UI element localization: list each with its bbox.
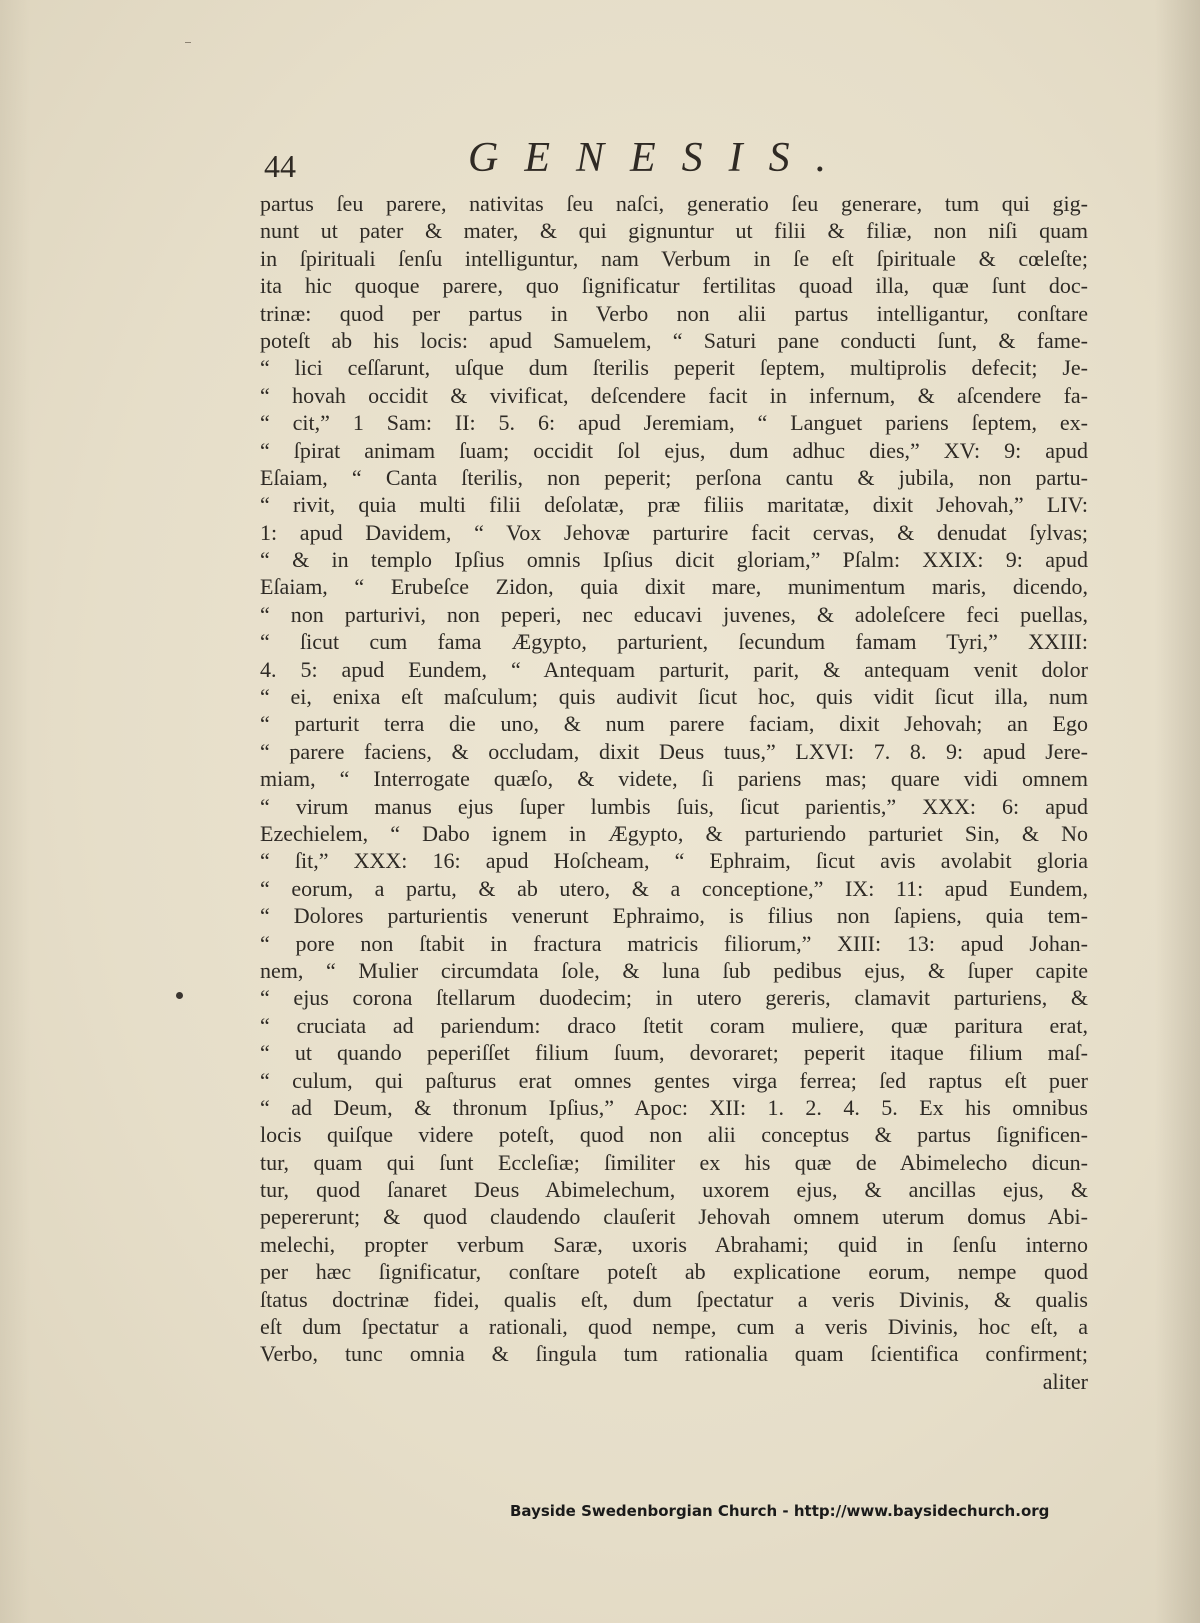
text-line: melechi, propter verbum Saræ, uxoris Abrahami; quid in ſenſu interno [260,1231,1088,1257]
text-line: “ ſpirat animam ſuam; occidit ſol ejus, dum adhuc dies,” XV: 9: apud [260,437,1088,463]
page-fold-shadow [0,0,30,1623]
text-line: “ & in templo Ipſius omnis Ipſius dicit gloriam,” Pſalm: XXIX: 9: apud [260,547,1088,573]
text-line: “ lici ceſſarunt, uſque dum ſterilis peperit ſeptem, multiprolis defecit; Je- [260,355,1088,381]
page-number: 44 [264,148,296,184]
text-line: trinæ: quod per partus in Verbo non alii partus intelligantur, conſtare [260,300,1088,326]
text-line: “ ad Deum, & thronum Ipſius,” Apoc: XII: 1. 2. 4. 5. Ex his omnibus [260,1094,1088,1120]
text-line: “ virum manus ejus ſuper lumbis ſuis, ſicut parientis,” XXX: 6: apud [260,793,1088,819]
text-line: “ ei, enixa eſt maſculum; quis audivit ſicut hoc, quis vidit ſicut illa, num [260,684,1088,710]
text-line: miam, “ Interrogate quæſo, & videte, ſi pariens mas; quare vidi omnem [260,766,1088,792]
text-line: tur, quod ſanaret Deus Abimelechum, uxorem ejus, & ancillas ejus, & [260,1177,1088,1203]
text-line: “ cruciata ad pariendum: draco ſtetit coram muliere, quæ paritura erat, [260,1012,1088,1038]
text-line: “ ſit,” XXX: 16: apud Hoſcheam, “ Ephraim, ſicut avis avolabit gloria [260,848,1088,874]
text-line: “ culum, qui paſturus erat omnes gentes virga ferrea; ſed raptus eſt puer [260,1067,1088,1093]
text-line: “ ut quando peperiſſet filium ſuum, devoraret; peperit itaque filium maſ- [260,1040,1088,1066]
text-line: “ non parturivi, non peperi, nec educavi juvenes, & adoleſcere feci puellas, [260,601,1088,627]
text-line: Ezechielem, “ Dabo ignem in Ægypto, & parturiendo parturiet Sin, & No [260,820,1088,846]
text-line: “ hovah occidit & vivificat, deſcendere facit in infernum, & aſcendere fa- [260,382,1088,408]
text-line: in ſpirituali ſenſu intelliguntur, nam Verbum in ſe eſt ſpirituale & cœleſte; [260,245,1088,271]
text-line: pepererunt; & quod claudendo clauſerit Jehovah omnem uterum domus Abi- [260,1204,1088,1230]
text-line: “ eorum, a partu, & ab utero, & a conceptione,” IX: 11: apud Eundem, [260,875,1088,901]
text-line: “ parere faciens, & occludam, dixit Deus tuus,” LXVI: 7. 8. 9: apud Jere- [260,738,1088,764]
page-gutter-shadow [1155,0,1200,1623]
text-line: “ cit,” 1 Sam: II: 5. 6: apud Jeremiam, “ Languet pariens ſeptem, ex- [260,410,1088,436]
text-line: “ Dolores parturientis venerunt Ephraimo, is filius non ſapiens, quia tem- [260,903,1088,929]
text-line: poteſt ab his locis: apud Samuelem, “ Saturi pane conducti ſunt, & fame- [260,327,1088,353]
catchword: aliter [1042,1368,1088,1394]
text-line: nem, “ Mulier circumdata ſole, & luna ſub pedibus ejus, & ſuper capite [260,957,1088,983]
text-line: “ pore non ſtabit in fractura matricis filiorum,” XIII: 13: apud Johan- [260,930,1088,956]
footer-credit: Bayside Swedenborgian Church - http://www.baysidechurch.org [510,1502,1050,1520]
text-line: Eſaiam, “ Canta ſterilis, non peperit; perſona cantu & jubila, non partu- [260,464,1088,490]
text-line: ita hic quoque parere, quo ſignificatur fertilitas quoad illa, quæ ſunt doc- [260,273,1088,299]
ink-spot [176,992,183,999]
paper-speck [185,42,191,43]
text-line: “ parturit terra die uno, & num parere faciam, dixit Jehovah; an Ego [260,711,1088,737]
text-line: Eſaiam, “ Erubeſce Zidon, quia dixit mare, munimentum maris, dicendo, [260,574,1088,600]
text-line: “ rivit, quia multi filii deſolatæ, præ filiis maritatæ, dixit Jehovah,” LIV: [260,492,1088,518]
text-line: tur, quam qui ſunt Eccleſiæ; ſimiliter ex his quæ de Abimelecho dicun- [260,1149,1088,1175]
text-line: eſt dum ſpectatur a rationali, quod nempe, cum a veris Divinis, hoc eſt, a [260,1314,1088,1340]
page-header [260,128,1070,188]
text-line: 4. 5: apud Eundem, “ Antequam parturit, parit, & antequam venit dolor [260,656,1088,682]
text-line: locis quiſque videre poteſt, quod non alii conceptus & partus ſignificen- [260,1122,1088,1148]
text-line: “ ſicut cum fama Ægypto, parturient, ſecundum famam Tyri,” XXIII: [260,629,1088,655]
text-line: partus ſeu parere, nativitas ſeu naſci, generatio ſeu generare, tum qui gig- [260,191,1088,216]
text-line: per hæc ſignificatur, conſtare poteſt ab explicatione eorum, nempe quod [260,1259,1088,1285]
body-text [260,190,1088,1395]
text-line: Verbo, tunc omnia & ſingula tum rationalia quam ſcientifica confirment; [260,1341,1088,1367]
text-line: nunt ut pater & mater, & qui gignuntur ut filii & filiæ, non niſi quam [260,218,1088,244]
running-title: GENESIS. [468,135,853,181]
text-line: 1: apud Davidem, “ Vox Jehovæ parturire facit cervas, & denudat ſylvas; [260,519,1088,545]
text-line: “ ejus corona ſtellarum duodecim; in utero gereris, clamavit parturiens, & [260,985,1088,1011]
text-line: ſtatus doctrinæ fidei, qualis eſt, dum ſpectatur a veris Divinis, & qualis [260,1286,1088,1312]
